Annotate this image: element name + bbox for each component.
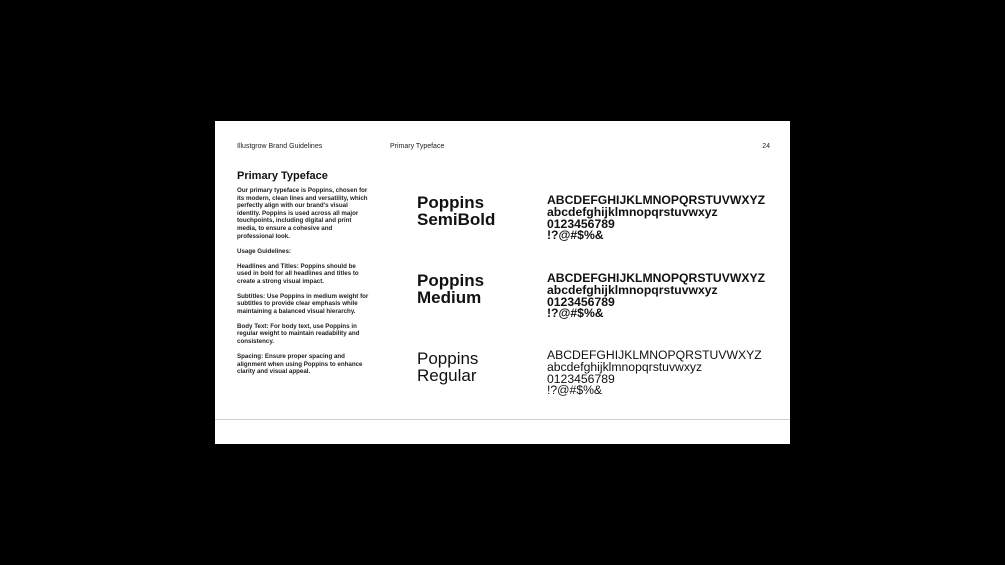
- typeface-weight: Medium: [417, 288, 482, 307]
- typeface-family: Poppins: [417, 271, 485, 290]
- specimen-digits: 0123456789: [547, 216, 615, 231]
- brand-header: Illustgrow Brand Guidelines: [237, 143, 323, 150]
- body-text: [237, 187, 369, 383]
- guideline-body-text: Body Text: For body text, use Poppins in regular weight to maintain readability and consistency.: [237, 322, 360, 346]
- specimen-regular: [547, 350, 762, 397]
- guideline-headlines: Headlines and Titles: Poppins should be used in bold for all headlines and titles to create a strong visual impact.: [237, 262, 359, 285]
- footer-divider: [215, 419, 790, 420]
- typeface-weight: SemiBold: [417, 210, 496, 229]
- section-header: Primary Typeface: [390, 143, 445, 150]
- typeface-family: Poppins: [417, 193, 485, 212]
- guideline-spacing: Spacing: Ensure proper spacing and alignment when using Poppins to enhance clarity and visual appeal.: [237, 353, 363, 376]
- document-page: [215, 121, 790, 444]
- typeface-name-regular: [417, 350, 478, 384]
- specimen-digits: 0123456789: [547, 371, 615, 386]
- typeface-name-medium: [417, 272, 484, 306]
- usage-heading: Usage Guidelines:: [237, 247, 291, 255]
- typeface-weight: Regular: [417, 366, 477, 385]
- specimen-uppercase: ABCDEFGHIJKLMNOPQRSTUVWXYZ: [547, 348, 762, 362]
- guideline-subtitles: Subtitles: Use Poppins in medium weight for subtitles to provide clear emphasis while maintaining a balanced visual hierarchy.: [237, 292, 369, 315]
- typeface-family: Poppins: [417, 349, 479, 368]
- specimen-symbols: !?@#$%&: [547, 306, 604, 321]
- specimen-lowercase: abcdefghijklmnopqrstuvwxyz: [547, 359, 703, 374]
- intro-paragraph: Our primary typeface is Poppins, chosen for its modern, clean lines and versatility, which perfectly align with our brand's visual identity. Poppins is used across all major touchpoints, including digital and print media, to ensure a cohesive and professional look.: [237, 187, 368, 240]
- specimen-uppercase: ABCDEFGHIJKLMNOPQRSTUVWXYZ: [547, 271, 766, 285]
- specimen-digits: 0123456789: [547, 294, 615, 309]
- specimen-medium: [547, 273, 765, 320]
- typeface-name-semibold: [417, 194, 495, 228]
- specimen-lowercase: abcdefghijklmnopqrstuvwxyz: [547, 204, 718, 219]
- page-title: Primary Typeface: [237, 170, 328, 182]
- page-number: 24: [762, 143, 770, 150]
- specimen-semibold: [547, 195, 765, 242]
- specimen-lowercase: abcdefghijklmnopqrstuvwxyz: [547, 282, 718, 297]
- specimen-uppercase: ABCDEFGHIJKLMNOPQRSTUVWXYZ: [547, 193, 766, 207]
- specimen-symbols: !?@#$%&: [547, 228, 604, 243]
- specimen-symbols: !?@#$%&: [547, 383, 603, 398]
